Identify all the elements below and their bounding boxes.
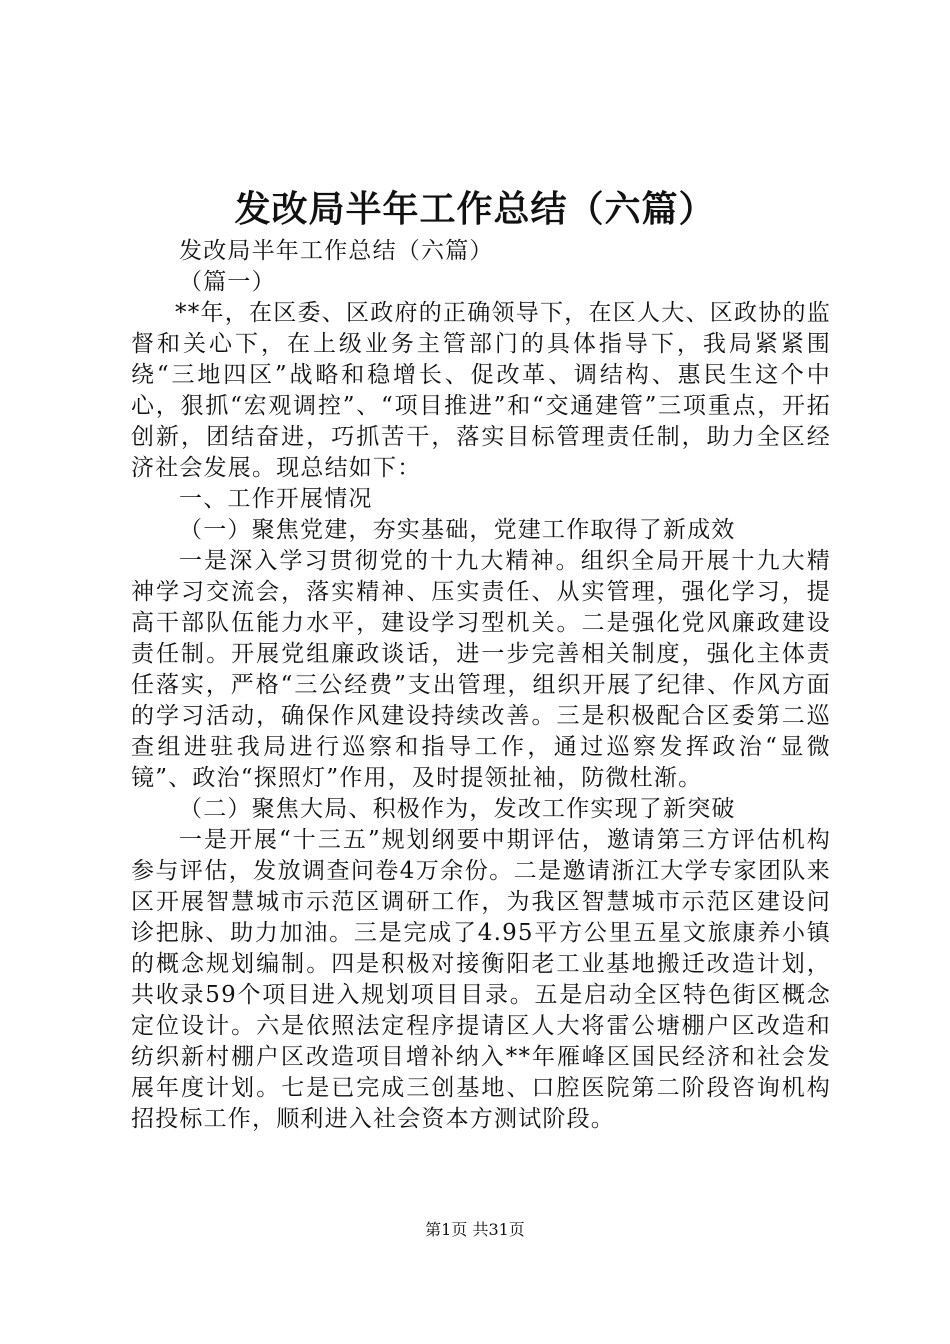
document-title: 发改局半年工作总结（六篇） bbox=[234, 188, 716, 230]
subsection-heading-1: （一）聚焦党建，夯实基础，党建工作取得了新成效 bbox=[179, 517, 736, 543]
document-body bbox=[131, 236, 831, 1135]
body-paragraph-1: 一是深入学习贯彻党的十九大精神。组织全局开展十九大精神学习交流会，落实精神、压实责任、从实管理，强化学习，提高干部队伍能力水平，建设学习型机关。二是强化党风廉政建设责任制。开展党组廉政谈话，进一步完善相关制度，强化主体责任落实，严格“三公经费”支出管理，组织开展了纪律、作风方面的学习活动，确保作风建设持续改善。三是积极配合区委第二巡查组进驻我局进行巡察和指导工作，通过巡察发挥政治“显微镜”、政治“探照灯”作用，及时提领扯袖，防微杜渐。 bbox=[131, 548, 831, 791]
part-heading: （篇一） bbox=[179, 269, 276, 295]
subtitle-paragraph: 发改局半年工作总结（六篇） bbox=[179, 238, 494, 264]
intro-paragraph: **年，在区委、区政府的正确领导下，在区人大、区政协的监督和关心下，在上级业务主管部门的具体指导下，我局紧紧围绕“三地四区”战略和稳增长、促改革、调结构、惠民生这个中心，狠抓“宏观调控”、“项目推进”和“交通建管”三项重点，开拓创新，团结奋进，巧抓苦干，落实目标管理责任制，助力全区经济社会发展。现总结如下： bbox=[131, 300, 831, 481]
section-heading: 一、工作开展情况 bbox=[179, 486, 373, 512]
body-paragraph-2: 一是开展“十三五”规划纲要中期评估，邀请第三方评估机构参与评估，发放调查问卷4万余份。二是邀请浙江大学专家团队来区开展智慧城市示范区调研工作，为我区智慧城市示范区建设问诊把脉、助力加油。三是完成了4.95平方公里五星文旅康养小镇的概念规划编制。四是积极对接衡阳老工业基地搬迁改造计划，共收录59个项目进入规划项目目录。五是启动全区特色街区概念定位设计。六是依照法定程序提请区人大将雷公塘棚户区改造和纺织新村棚户区改造项目增补纳入**年雁峰区国民经济和社会发展年度计划。七是已完成三创基地、口腔医院第二阶段咨询机构招投标工作，顺利进入社会资本方测试阶段。 bbox=[131, 827, 831, 1132]
page-footer: 第1页 共31页 bbox=[425, 1220, 525, 1239]
subsection-heading-2: （二）聚焦大局、积极作为，发改工作实现了新突破 bbox=[179, 796, 736, 822]
